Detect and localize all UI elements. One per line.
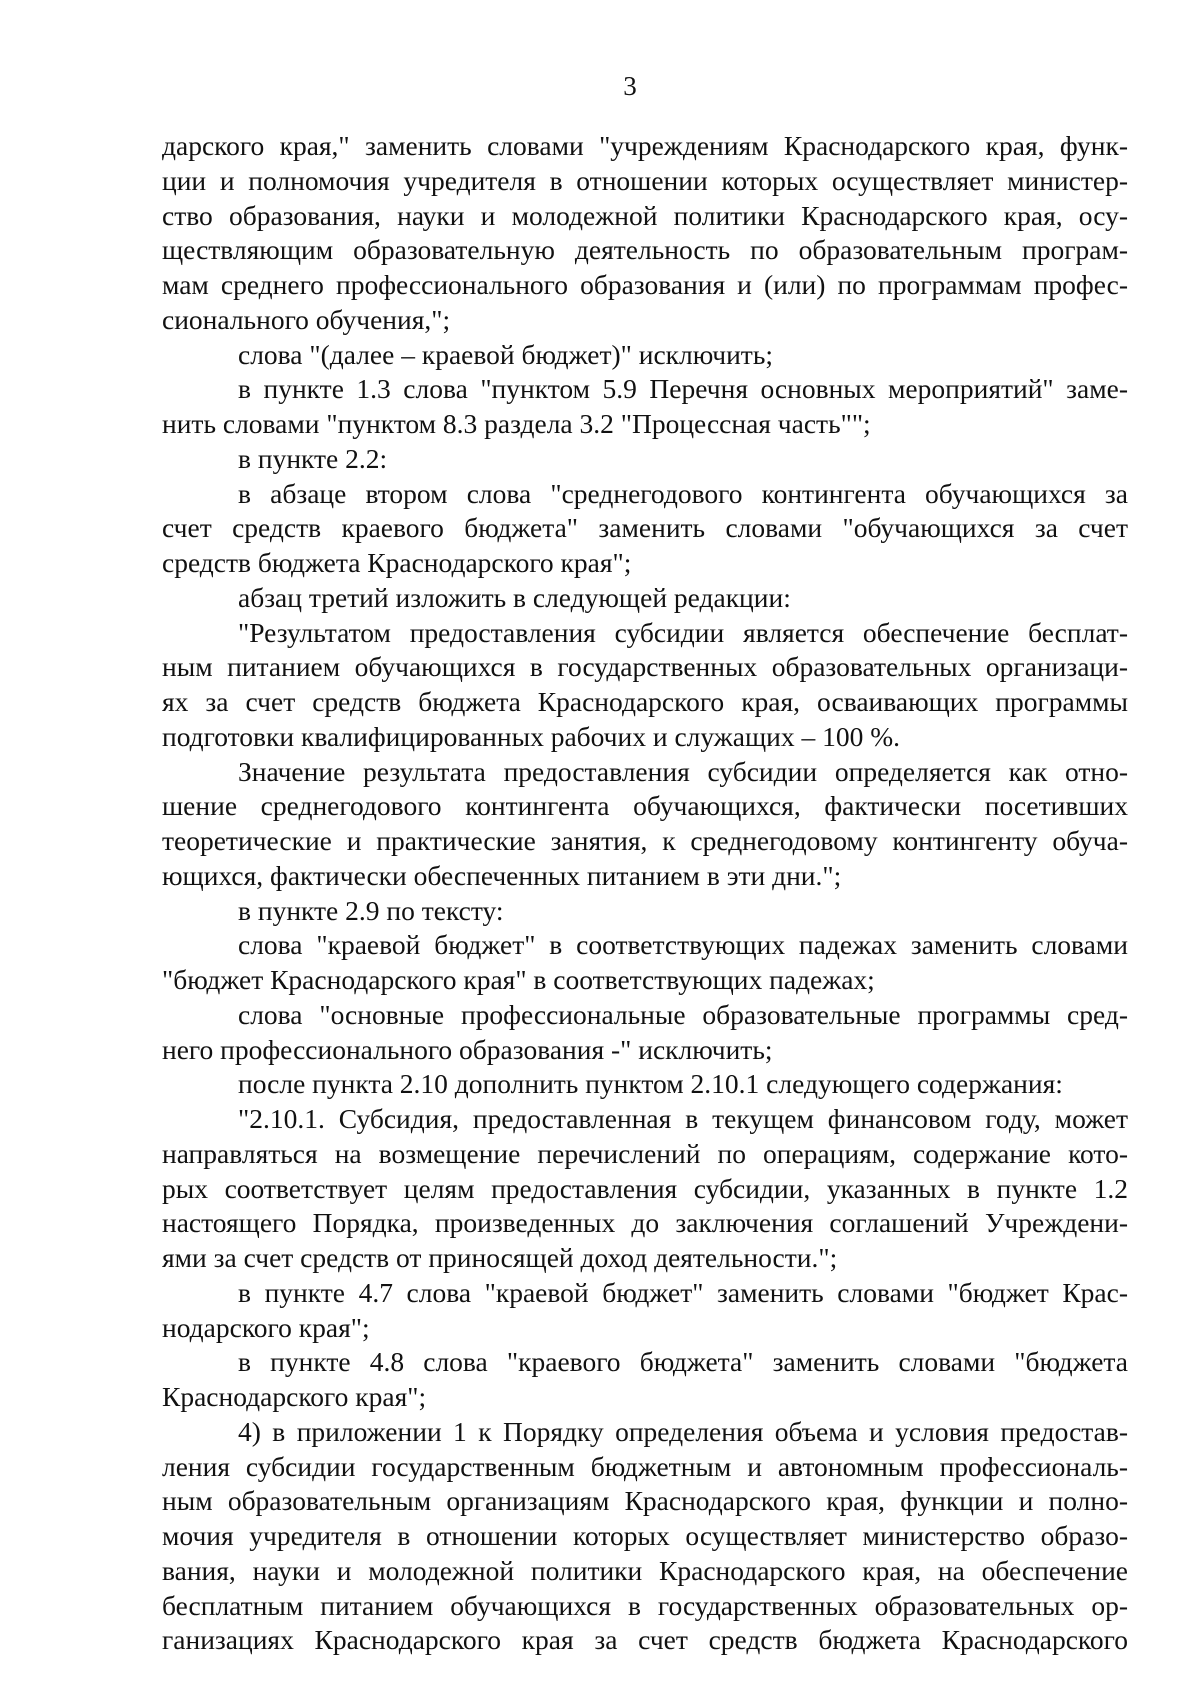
text-line: ями за счет средств от приносящей доход деятельности."; bbox=[162, 1242, 838, 1273]
text-line: ганизациях Краснодарского края за счет средств бюджета Краснодарского bbox=[162, 1624, 1128, 1656]
text-line: в пункте 2.9 по тексту: bbox=[238, 894, 504, 926]
text-line: в пункте 1.3 слова "пунктом 5.9 Перечня основных мероприятий" заме- bbox=[238, 373, 1128, 405]
page-number: 3 bbox=[623, 71, 637, 101]
text-line: средств бюджета Краснодарского края"; bbox=[162, 547, 632, 578]
text-line: слова "краевой бюджет" в соответствующих падежах заменить словами bbox=[238, 929, 1128, 961]
text-line: сионального обучения,"; bbox=[162, 303, 451, 335]
text-line: слова "основные профессиональные образовательные программы сред- bbox=[238, 998, 1128, 1030]
text-line: "бюджет Краснодарского края" в соответствующих падежах; bbox=[162, 964, 875, 995]
text-line: абзац третий изложить в следующей редакции: bbox=[238, 581, 791, 613]
text-line: шение среднегодового контингента обучающихся, фактически посетивших bbox=[162, 790, 1128, 822]
text-line: слова "(далее – краевой бюджет)" исключить; bbox=[238, 338, 774, 370]
text-line: ным образовательным организациям Краснодарского края, функции и полно- bbox=[162, 1485, 1128, 1517]
text-line: дарского края," заменить словами "учреждениям Краснодарского края, функ- bbox=[162, 130, 1128, 161]
text-line: Значение результата предоставления субсидии определяется как отно- bbox=[238, 755, 1128, 787]
text-line: мочия учредителя в отношении которых осуществляет министерство образо- bbox=[162, 1520, 1128, 1551]
text-line: ции и полномочия учредителя в отношении которых осуществляет министер- bbox=[162, 164, 1128, 196]
text-line: в пункте 4.7 слова "краевой бюджет" заменить словами "бюджет Крас- bbox=[238, 1276, 1128, 1308]
text-line: вания, науки и молодежной политики Краснодарского края, на обеспечение bbox=[162, 1554, 1128, 1586]
text-line: в пункте 2.2: bbox=[238, 442, 388, 474]
text-line: ления субсидии государственным бюджетным и автономным профессиональ- bbox=[162, 1450, 1128, 1482]
text-line: счет средств краевого бюджета" заменить словами "обучающихся за счет bbox=[162, 512, 1128, 544]
text-line: настоящего Порядка, произведенных до заключения соглашений Учреждени- bbox=[162, 1207, 1128, 1239]
text-line: мам среднего профессионального образования и (или) по программам профес- bbox=[162, 269, 1128, 300]
text-line: в пункте 4.8 слова "краевого бюджета" заменить словами "бюджета bbox=[238, 1346, 1128, 1378]
text-line: теоретические и практические занятия, к среднегодовому контингенту обуча- bbox=[162, 825, 1128, 856]
text-line: "2.10.1. Субсидия, предоставленная в текущем финансовом году, может bbox=[238, 1103, 1128, 1134]
document-body bbox=[162, 129, 1128, 1658]
text-line: нить словами "пунктом 8.3 раздела 3.2 "Процессная часть""; bbox=[162, 408, 871, 439]
text-line: ющихся, фактически обеспеченных питанием в эти дни."; bbox=[162, 859, 842, 891]
text-line: ях за счет средств бюджета Краснодарского края, осваивающих программы bbox=[162, 686, 1128, 717]
text-line: бесплатным питанием обучающихся в государственных образовательных ор- bbox=[162, 1589, 1128, 1621]
text-line: рых соответствует целям предоставления субсидии, указанных в пункте 1.2 bbox=[162, 1172, 1128, 1204]
text-line: в абзаце втором слова "среднегодового контингента обучающихся за bbox=[238, 477, 1128, 509]
text-line: направляться на возмещение перечислений по операциям, содержание кото- bbox=[162, 1137, 1128, 1169]
text-line: ществляющим образовательную деятельность по образовательным програм- bbox=[162, 234, 1128, 266]
text-line: 4) в приложении 1 к Порядку определения объема и условия предостав- bbox=[238, 1415, 1128, 1447]
text-line: ным питанием обучающихся в государственных образовательных организаци- bbox=[162, 651, 1128, 683]
text-line: "Результатом предоставления субсидии является обеспечение бесплат- bbox=[238, 616, 1128, 648]
text-line: Краснодарского края"; bbox=[162, 1381, 427, 1412]
text-line: нодарского края"; bbox=[162, 1311, 370, 1343]
text-line: после пункта 2.10 дополнить пунктом 2.10.1 следующего содержания: bbox=[238, 1068, 1063, 1100]
text-line: ство образования, науки и молодежной политики Краснодарского края, осу- bbox=[162, 199, 1128, 231]
text-line: подготовки квалифицированных рабочих и служащих – 100 %. bbox=[162, 720, 901, 752]
text-line: него профессионального образования -" исключить; bbox=[162, 1033, 773, 1065]
